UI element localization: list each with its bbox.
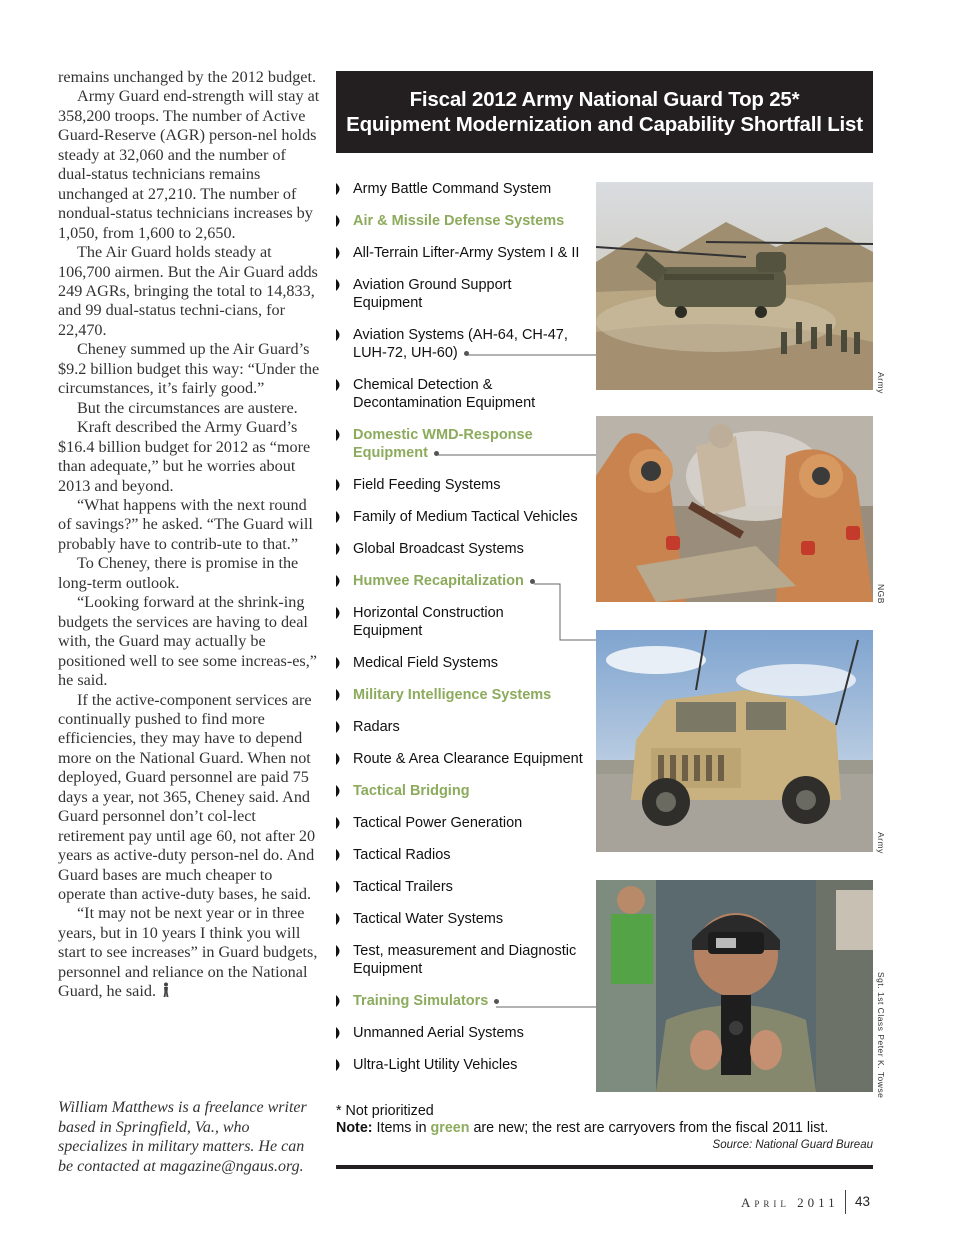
helicopter-photo (596, 182, 873, 390)
humvee-photo (596, 630, 873, 852)
sidebar-title-line1: Fiscal 2012 Army National Guard Top 25* (409, 88, 800, 111)
article-paragraph: Army Guard end-strength will stay at 358,200 troops. The number of Active Guard-Reserve (AGR) person-nel holds steady at 32,060 and the number of dual-status technicians remains unchanged at 27,210. The number of nondual-status technicians increases by 1,050, from 1,600 to 2,650. (58, 87, 320, 242)
page-number: 43 (855, 1194, 871, 1209)
list-item: Radars (336, 718, 596, 736)
article-paragraph: remains unchanged by the 2012 budget. (58, 68, 317, 86)
article-paragraph: If the active-component services are continually pushed to find more efficiencies, they may have to depend more on the National Guard. When not deployed, Guard personnel are paid 75 days a year, not 365, Cheney said. And Guard personnel don’t col-lect retirement pay until age 60, not after 20 years as active-duty person-nel do. And Guard bases are much cheaper to operate than active-duty bases, he said. (58, 690, 316, 904)
simulator-photo (596, 880, 873, 1092)
list-item: Chemical Detection & Decontamination Equipment (336, 376, 556, 412)
list-item: Training Simulators (336, 992, 596, 1010)
list-item: Field Feeding Systems (336, 476, 596, 494)
photo-credit: Army (876, 372, 886, 394)
list-item: Aviation Ground Support Equipment (336, 276, 526, 312)
article-paragraph: Cheney summed up the Air Guard’s $9.2 billion budget this way: “Under the circumstances, it’s fairly good.” (58, 340, 320, 398)
list-item: Horizontal Construction Equipment (336, 604, 536, 640)
list-item: Tactical Trailers (336, 878, 596, 896)
sidebar-notes (336, 1103, 873, 1137)
article-paragraph: “What happens with the next round of savings?” he asked. “The Guard will probably have to contrib-ute to that.” (58, 495, 313, 553)
source-credit: Source: National Guard Bureau (712, 1139, 873, 1151)
list-item: Tactical Bridging (336, 782, 596, 800)
list-item: All-Terrain Lifter-Army System I & II (336, 244, 596, 262)
list-item: Unmanned Aerial Systems (336, 1024, 596, 1042)
photo-credit: Sgt. 1st Class Peter K. Towse (876, 972, 886, 1099)
author-bio: William Matthews is a freelance writer based in Springfield, Va., who specializes in military matters. He can be contacted at magazine@ngaus.org. (58, 1099, 307, 1175)
photo-credit: NGB (876, 584, 886, 604)
article-paragraph: To Cheney, there is promise in the long-term outlook. (58, 554, 299, 592)
bottom-rule (336, 1165, 873, 1169)
article-paragraph: Kraft described the Army Guard’s $16.4 billion budget for 2012 as “more than adequate,” but he worries about 2013 and beyond. (58, 418, 311, 495)
list-item: Tactical Power Generation (336, 814, 596, 832)
article-paragraph: The Air Guard holds steady at 106,700 airmen. But the Air Guard adds 249 AGRs, bringing the total to 14,833, and 99 dual-status techni-cians, for 22,470. (58, 243, 318, 339)
footnote: * Not prioritized (336, 1103, 434, 1119)
list-item: Aviation Systems (AH-64, CH-47, LUH-72, UH-60) (336, 326, 586, 362)
hazmat-photo (596, 416, 873, 602)
list-item: Air & Missile Defense Systems (336, 212, 596, 230)
list-item: Tactical Radios (336, 846, 596, 864)
callout-line-humvee (534, 584, 596, 640)
list-item: Medical Field Systems (336, 654, 596, 672)
list-item: Family of Medium Tactical Vehicles (336, 508, 596, 526)
note-line: Note: Items in green are new; the rest are carryovers from the fiscal 2011 list. (336, 1120, 829, 1136)
list-item: Route & Area Clearance Equipment (336, 750, 596, 768)
list-item: Domestic WMD-Response Equipment (336, 426, 556, 462)
issue-date: April 2011 (741, 1195, 839, 1210)
list-item: Tactical Water Systems (336, 910, 596, 928)
list-item: Test, measurement and Diagnostic Equipment (336, 942, 581, 978)
article-paragraph: But the circumstances are austere. (77, 398, 298, 417)
list-item: Global Broadcast Systems (336, 540, 596, 558)
article-paragraph-last: “It may not be next year or in three years, but in 10 years I think you will start to see increases” in Guard budgets, personnel and reliance on the National Guard, he said. (58, 904, 318, 1001)
list-item: Military Intelligence Systems (336, 686, 596, 704)
article-paragraph: “Looking forward at the shrink-ing budgets the services are having to deal with, the Guard may actually be positioned well to see some increas-es,” he said. (58, 593, 317, 690)
footer-divider (845, 1190, 846, 1214)
list-item: Ultra-Light Utility Vehicles (336, 1056, 596, 1074)
list-item: Army Battle Command System (336, 180, 596, 198)
sidebar-title-line2: Equipment Modernization and Capability Shortfall List (346, 113, 863, 136)
photo-credit: Army (876, 832, 886, 854)
list-item: Humvee Recapitalization (336, 572, 596, 590)
